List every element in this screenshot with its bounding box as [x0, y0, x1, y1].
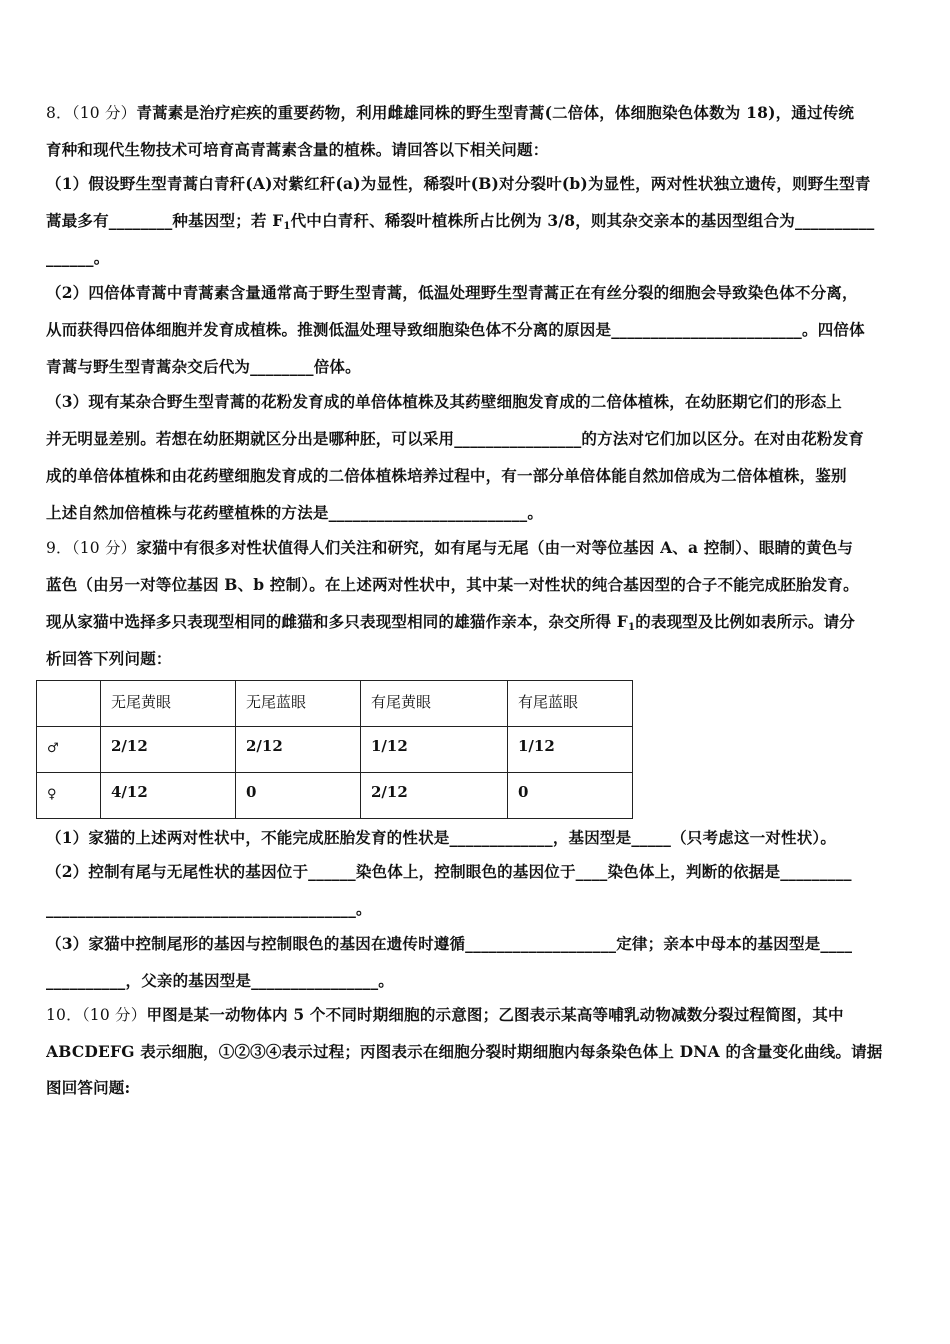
q8-line-4: [46, 211, 908, 237]
table-row: [37, 727, 633, 773]
table-cell: 0: [236, 773, 361, 819]
q9-line-2: 蓝色（由另一对等位基因 B、b 控制）。在上述两对性状中，其中某一对性状的纯合基因型的合子不能完成胚胎发育。: [46, 575, 859, 594]
q9-line-4: 析回答下列问题：: [46, 649, 172, 668]
q9-part-2: （2）控制有尾与无尾性状的基因位于______染色体上，控制眼色的基因位于____染色体上，判断的依据是_________: [46, 862, 852, 881]
table-header-cell: 无尾黄眼: [101, 681, 236, 727]
q9-stem-text: 家猫中有很多对性状值得人们关注和研究，如有尾与无尾（由一对等位基因 A、a 控制）、眼睛的黄色与: [136, 538, 854, 557]
table-header-cell: 有尾黄眼: [361, 681, 508, 727]
q9-line-3: [46, 612, 908, 638]
table-cell: 0: [508, 773, 633, 819]
q9-line-3-b: 的表现型及比例如表所示。请分: [635, 612, 855, 631]
q8-line-10: 并无明显差别。若想在幼胚期就区分出是哪种胚，可以采用________________的方法对它们加以区分。在对由花粉发育: [46, 429, 865, 448]
q10-line-3: 图回答问题:: [46, 1078, 131, 1097]
q10-number: 10．（10 分）: [46, 1006, 147, 1024]
q10-stem-text: 甲图是某一动物体内 5 个不同时期细胞的示意图；乙图表示某高等哺乳动物减数分裂过程简图，其中: [146, 1005, 844, 1024]
q8-line-9: （3）现有某杂合野生型青蒿的花粉发育成的单倍体植株及其药壁细胞发育成的二倍体植株，在幼胚期它们的形态上: [46, 392, 842, 411]
table-cell: 1/12: [508, 727, 633, 773]
table-header-cell: 有尾蓝眼: [508, 681, 633, 727]
q8-line-11: 成的单倍体植株和由花药壁细胞发育成的二倍体植株培养过程中，有一部分单倍体能自然加倍成为二倍体植株，鉴别: [46, 466, 847, 485]
q9-part-1: （1）家猫的上述两对性状中，不能完成胚胎发育的性状是_____________，基因型是_____（只考虑这一对性状）。: [46, 828, 837, 847]
table-cell: 4/12: [101, 773, 236, 819]
table-cell: 2/12: [236, 727, 361, 773]
q9-f1-subscript: 1: [628, 622, 636, 633]
q8-line-12: 上述自然加倍植株与花药壁植株的方法是_________________________。: [46, 503, 544, 522]
q10-line-2: ABCDEFG 表示细胞，①②③④表示过程；丙图表示在细胞分裂时期细胞内每条染色体上 DNA 的含量变化曲线。请据: [46, 1042, 883, 1061]
male-symbol: ♂: [37, 727, 101, 773]
table-header-cell: 无尾蓝眼: [236, 681, 361, 727]
q8-line-6: （2）四倍体青蒿中青蒿素含量通常高于野生型青蒿，低温处理野生型青蒿正在有丝分裂的细胞会导致染色体不分离，: [46, 283, 858, 302]
q8-line-2: 育种和现代生物技术可培育高青蒿素含量的植株。请回答以下相关问题：: [46, 140, 549, 159]
q8-f1-subscript: 1: [283, 221, 291, 232]
table-header-cell: [37, 681, 101, 727]
q9-part-2-cont: _______________________________________。: [46, 899, 372, 918]
table-cell: 2/12: [101, 727, 236, 773]
female-symbol: ♀: [37, 773, 101, 819]
q9-part-3-cont: __________，父亲的基因型是________________。: [46, 971, 395, 990]
q9-line-1: [46, 538, 908, 558]
q8-line-7: 从而获得四倍体细胞并发育成植株。推测低温处理导致细胞染色体不分离的原因是________________________。四倍体: [46, 320, 865, 339]
q8-line-4-b: 代中白青秆、稀裂叶植株所占比例为 3/8，则其杂交亲本的基因型组合为__________: [290, 211, 875, 230]
table-header-row: [37, 681, 633, 727]
q9-line-3-a: 现从家猫中选择多只表现型相同的雌猫和多只表现型相同的雄猫作亲本，杂交所得 F: [46, 612, 629, 631]
q8-line-3: （1）假设野生型青蒿白青秆(A)对紫红秆(a)为显性，稀裂叶(B)对分裂叶(b)为显性，两对性状独立遗传，则野生型青: [46, 174, 871, 193]
phenotype-ratio-table: [36, 680, 633, 819]
q9-number: 9．（10 分）: [46, 539, 137, 557]
q8-line-1: [46, 103, 908, 123]
q8-line-8: 青蒿与野生型青蒿杂交后代为________倍体。: [46, 357, 361, 376]
q8-stem-text: 青蒿素是治疗疟疾的重要药物，利用雌雄同株的野生型青蒿(二倍体，体细胞染色体数为 18)，通过传统: [136, 103, 855, 122]
q8-number: 8．（10 分）: [46, 104, 137, 122]
q10-line-1: [46, 1005, 908, 1025]
table-row: [37, 773, 633, 819]
table-cell: 1/12: [361, 727, 508, 773]
table-cell: 2/12: [361, 773, 508, 819]
q8-line-4-a: 蒿最多有________种基因型；若 F: [46, 211, 284, 230]
q9-part-3: （3）家猫中控制尾形的基因与控制眼色的基因在遗传时遵循___________________定律；亲本中母本的基因型是____: [46, 934, 853, 953]
q8-line-5: ______。: [46, 248, 110, 267]
